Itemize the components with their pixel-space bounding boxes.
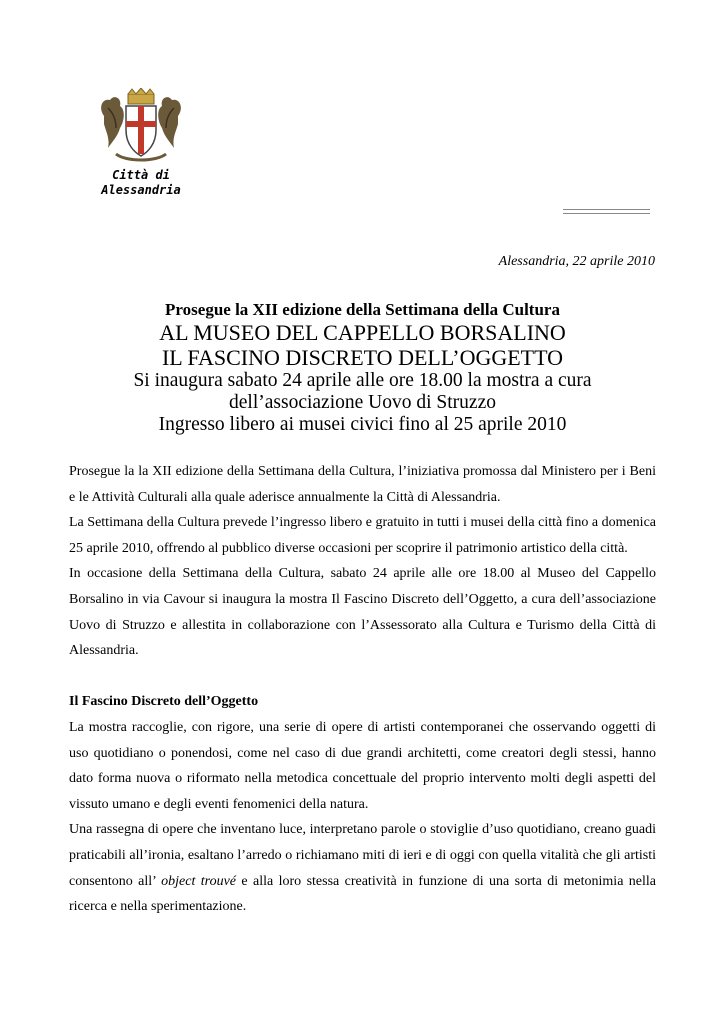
press-release-body [69,459,656,920]
city-logo [95,88,187,198]
heading-line-1: Prosegue la XII edizione della Settimana della Cultura [165,300,560,319]
header-rule [563,209,650,214]
heading-line-4: Si inaugura sabato 24 aprile alle ore 18.00 la mostra a cura [133,370,592,391]
city-name-line1: Città di [112,168,170,182]
document-date: Alessandria, 22 aprile 2010 [498,254,655,269]
section-title: Il Fascino Discreto dell’Oggetto [69,694,259,710]
heading-line-5: dell’associazione Uovo di Struzzo [229,392,496,413]
press-release-heading [0,300,725,436]
coat-of-arms-icon [96,88,186,164]
heading-line-3: IL FASCINO DISCRETO DELL’OGGETTO [161,345,564,370]
paragraph-gap [69,664,656,690]
paragraph-1: Prosegue la la XII edizione della Settimana della Cultura, l’iniziativa promossa dal Ministero per i Beni e le Attività Culturali alla quale aderisce annualmente la Città di Alessandria. [69,464,656,505]
paragraph-5-part-b: e alla loro stessa creatività in funzione di una sorta di metonimia nella ricerca e nella sperimentazione. [69,873,657,915]
paragraph-5 [69,817,656,919]
city-name-line2: Alessandria [101,183,181,197]
heading-line-6: Ingresso libero ai musei civici fino al 25 aprile 2010 [158,414,567,435]
heading-line-2: AL MUSEO DEL CAPPELLO BORSALINO [159,320,566,345]
paragraph-5-italic: object trouvé [161,873,237,889]
paragraph-2: La Settimana della Cultura prevede l’ingresso libero e gratuito in tutti i musei della città fino a domenica 25 aprile 2010, offrendo al pubblico diverse occasioni per scoprire il patrimonio artistico della città. [69,515,656,556]
paragraph-3: In occasione della Settimana della Cultura, sabato 24 aprile alle ore 18.00 al Museo del Cappello Borsalino in via Cavour si inaugura la mostra Il Fascino Discreto dell’Oggetto, a cura dell’associazione Uovo di Struzzo e allestita in collaborazione con l’Assessorato alla Cultura e Turismo della Città di Alessandria. [69,566,656,659]
paragraph-5-part-a: Una rassegna di opere che inventano luce, interpretano parole o stoviglie d’uso quotidiano, creano guadi praticabili all’ironia, esaltano l’arredo o richiamano miti di ieri e di oggi con quella vitalità che gli artisti consentono all’ [69,822,656,889]
paragraph-4: La mostra raccoglie, con rigore, una serie di opere di artisti contemporanei che osservando oggetti di uso quotidiano o ponendosi, come nel caso di due grandi architetti, come creatori degli stessi, hanno dato forma nuova o riformato nella metodica concettuale del proprio intervento molti degli aspetti del vissuto umano e degli eventi fenomenici della natura. [69,719,656,812]
